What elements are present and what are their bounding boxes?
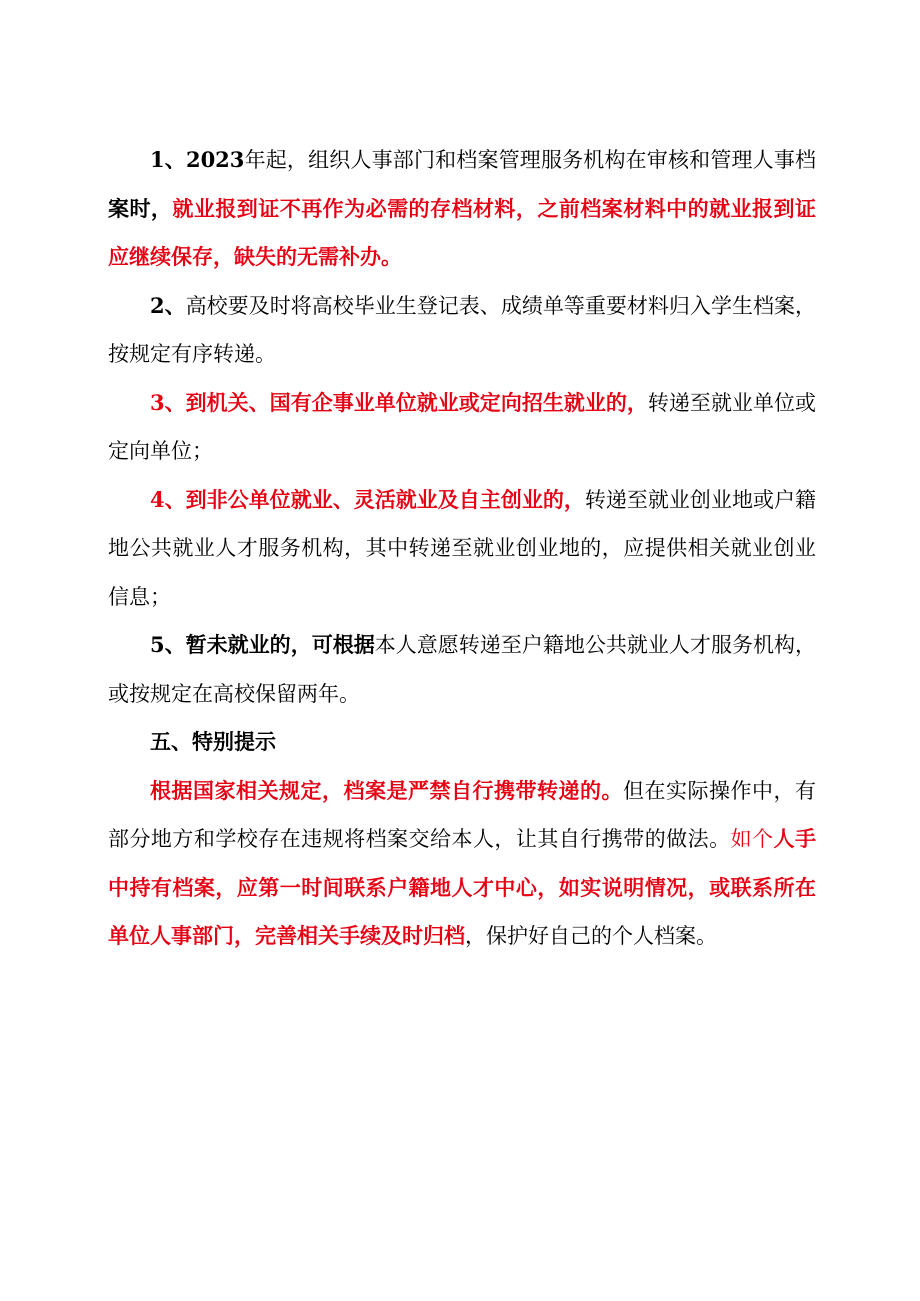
paragraph-1-text: 年起，组织人事部门和档案管理服务机构在审核和管理人事档 <box>244 148 817 172</box>
paragraph-2-text: 高校要及时将高校毕业生登记表、成绩单等重要材料归入学生档案，按规定有序转递。 <box>108 293 816 366</box>
paragraph-5 <box>108 621 816 718</box>
item-number-1: 1、2023 <box>150 147 245 172</box>
paragraph-6-text: 但在实际操作中，有部分地方和学校存在违规将档案交给本人，让其自行携带的做法。 <box>108 778 816 851</box>
paragraph-1-emphasis: 就业报到证不再作为必需的存档材料，之前档案材料中的就业报到证应继续保存，缺失的无需补办。 <box>108 195 816 269</box>
paragraph-6-emphasis-2: 人手中持有档案，应第一时间联系户籍地人才中心，如实说明情况，或联系所在单位人事部门，完善相关手续及时归档 <box>108 826 816 948</box>
paragraph-4 <box>108 476 816 622</box>
paragraph-4-text: 转递至就业创业地或户籍地公共就业人才服务机构，其中转递至就业创业地的，应提供相关就业创业信息； <box>108 487 816 609</box>
paragraph-3-emphasis: 3、到机关、国有企事业单位就业或定向招生就业的， <box>150 389 648 415</box>
paragraph-5-bold: 5、暂未就业的，可根据 <box>150 632 375 657</box>
document-body <box>108 136 816 961</box>
paragraph-1 <box>108 136 816 282</box>
paragraph-5-text: 本人意愿转递至户籍地公共就业人才服务机构，或按规定在高校保留两年。 <box>108 633 816 706</box>
paragraph-2 <box>108 282 816 379</box>
paragraph-6-text-end: ，保护好自己的个人档案。 <box>465 924 717 948</box>
paragraph-6-red-plain: 如个 <box>730 827 774 851</box>
section-title: 五、特别提示 <box>150 729 276 754</box>
paragraph-3-text: 转递至就业单位或定向单位； <box>108 390 816 463</box>
item-number-2: 2、 <box>150 292 186 318</box>
paragraph-3 <box>108 379 816 476</box>
paragraph-6 <box>108 767 816 961</box>
paragraph-4-emphasis: 4、到非公单位就业、灵活就业及自主创业的， <box>150 486 585 512</box>
paragraph-1-bold: 案时， <box>108 195 173 221</box>
paragraph-6-emphasis: 根据国家相关规定，档案是严禁自行携带转递的。 <box>150 777 623 803</box>
